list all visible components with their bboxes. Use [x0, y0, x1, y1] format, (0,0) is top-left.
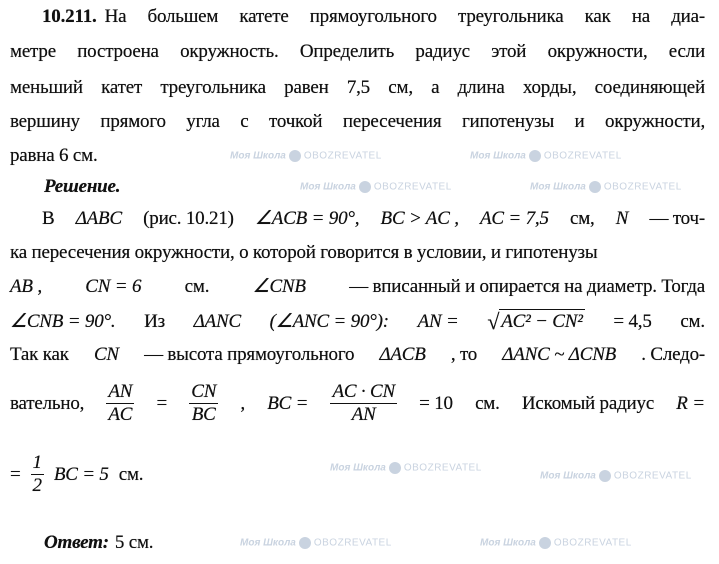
text-segment: , то [450, 344, 478, 365]
text-segment: см. [118, 463, 144, 485]
watermark [330, 462, 482, 474]
watermark-partner: OBOZREVATEL [313, 537, 392, 549]
problem-text: На большем катете прямоугольного треугольника как на диа- [104, 6, 705, 27]
numerator: AN [108, 381, 133, 402]
problem-line-2 [10, 40, 705, 64]
watermark [540, 470, 692, 482]
solution-line-5 [10, 343, 705, 367]
solution-line-2 [10, 241, 705, 265]
watermark-logo-icon [599, 470, 611, 482]
text-segment: (рис. 10.21) [143, 208, 234, 229]
watermark-partner: OBOZREVATEL [403, 462, 482, 474]
text-segment: = [156, 392, 168, 414]
watermark-logo-icon [299, 537, 311, 549]
text-segment: см. [184, 276, 210, 297]
text-segment: AC = 7,5 [480, 208, 549, 229]
text-segment: Из [144, 310, 165, 332]
watermark-brand: Моя Школа [330, 462, 386, 474]
numerator: 1 [32, 452, 42, 473]
text-segment: см, [569, 208, 595, 229]
text-segment: ΔABC [75, 208, 122, 229]
watermark [530, 181, 682, 193]
watermark-brand: Моя Школа [540, 470, 596, 482]
text-segment: = 10 [419, 392, 453, 414]
denominator: AN [351, 404, 376, 425]
text-segment: Так как [10, 344, 69, 365]
watermark-brand: Моя Школа [470, 150, 526, 162]
radicand: AC² − CN² [501, 311, 583, 332]
text-segment: BC = [267, 392, 309, 414]
text-segment: AB , [10, 276, 42, 297]
problem-line-1 [10, 5, 705, 29]
text-segment: AN = [417, 310, 459, 332]
solution-heading-text: Решение. [44, 176, 121, 197]
text-segment: BC > AC , [380, 208, 459, 229]
numerator: AC · CN [332, 381, 395, 402]
watermark [300, 181, 452, 193]
text-segment: = [10, 463, 21, 485]
watermark [470, 150, 622, 162]
text-segment: вательно, [10, 392, 85, 414]
text-segment: = 4,5 [613, 310, 652, 332]
watermark-logo-icon [389, 462, 401, 474]
problem-number: 10.211. [42, 6, 97, 27]
solution-line-7 [10, 452, 143, 497]
solution-line-1 [42, 207, 705, 231]
text-segment: R = [676, 392, 705, 414]
text-segment: N [615, 208, 629, 229]
text-segment: — точ- [649, 208, 705, 229]
text-segment: ΔANC [193, 310, 241, 332]
denominator: AC [108, 404, 133, 425]
text-segment: (∠ANC = 90°): [269, 310, 389, 332]
watermark-brand: Моя Школа [240, 537, 296, 549]
problem-text: вершину прямого угла с точкой пересечения гипотенузы и окружности, [10, 111, 705, 132]
watermark-logo-icon [289, 150, 301, 162]
watermark-partner: OBOZREVATEL [603, 181, 682, 193]
fraction [31, 452, 44, 497]
text-segment: В [42, 208, 55, 229]
problem-text: меньший катет треугольника равен 7,5 см, а длина хорды, соединяющей [10, 77, 705, 98]
text-segment: ∠ACB = 90°, [254, 208, 360, 229]
fraction [330, 381, 396, 426]
solution-line-6 [10, 381, 705, 426]
solution-line-3 [10, 275, 705, 299]
fraction [106, 381, 134, 426]
watermark-logo-icon [539, 537, 551, 549]
watermark-partner: OBOZREVATEL [373, 181, 452, 193]
numerator: CN [191, 381, 217, 402]
watermark-brand: Моя Школа [230, 150, 286, 162]
fraction [189, 381, 218, 426]
watermark-partner: OBOZREVATEL [613, 470, 692, 482]
problem-line-5 [10, 144, 98, 168]
text-segment: BC = 5 [53, 463, 109, 485]
answer-value: 5 см. [114, 532, 154, 553]
problem-text: метре построена окружность. Определить радиус этой окружности, если [10, 41, 705, 62]
answer [44, 531, 153, 555]
text-segment: ΔACB [379, 344, 426, 365]
text-segment: — высота прямоугольного [144, 344, 355, 365]
square-root [487, 309, 584, 334]
text-segment: см. [680, 310, 705, 332]
watermark [480, 537, 632, 549]
text-segment: — вписанный и опирается на диаметр. Тогда [349, 276, 705, 297]
text-segment: ∠CNB [252, 276, 306, 297]
problem-line-3 [10, 76, 705, 100]
denominator: BC [191, 404, 216, 425]
watermark-logo-icon [359, 181, 371, 193]
watermark-logo-icon [589, 181, 601, 193]
problem-line-4 [10, 110, 705, 134]
watermark-brand: Моя Школа [300, 181, 356, 193]
watermark-logo-icon [529, 150, 541, 162]
text-segment: ка пересечения окружности, о которой говорится в условии, и гипотенузы [10, 242, 598, 263]
denominator: 2 [32, 475, 42, 496]
text-segment: ΔANC ~ ΔCNB [502, 344, 617, 365]
watermark-partner: OBOZREVATEL [303, 150, 382, 162]
watermark-brand: Моя Школа [480, 537, 536, 549]
watermark-partner: OBOZREVATEL [543, 150, 622, 162]
watermark-brand: Моя Школа [530, 181, 586, 193]
text-segment: . Следо- [641, 344, 705, 365]
solution-heading [44, 175, 120, 199]
text-segment: Искомый радиус [521, 392, 655, 414]
text-segment: CN [93, 344, 119, 365]
watermark [240, 537, 392, 549]
answer-label: Ответ: [44, 532, 109, 553]
text-segment: CN = 6 [85, 276, 142, 297]
radical-sign-icon: √ [487, 309, 500, 334]
problem-text: равна 6 см. [10, 145, 98, 166]
text-segment: , [240, 392, 245, 414]
watermark [230, 150, 382, 162]
watermark-partner: OBOZREVATEL [553, 537, 632, 549]
solution-line-4 [10, 309, 705, 334]
text-segment: ∠CNB = 90°. [10, 310, 116, 332]
text-segment: см. [475, 392, 500, 414]
